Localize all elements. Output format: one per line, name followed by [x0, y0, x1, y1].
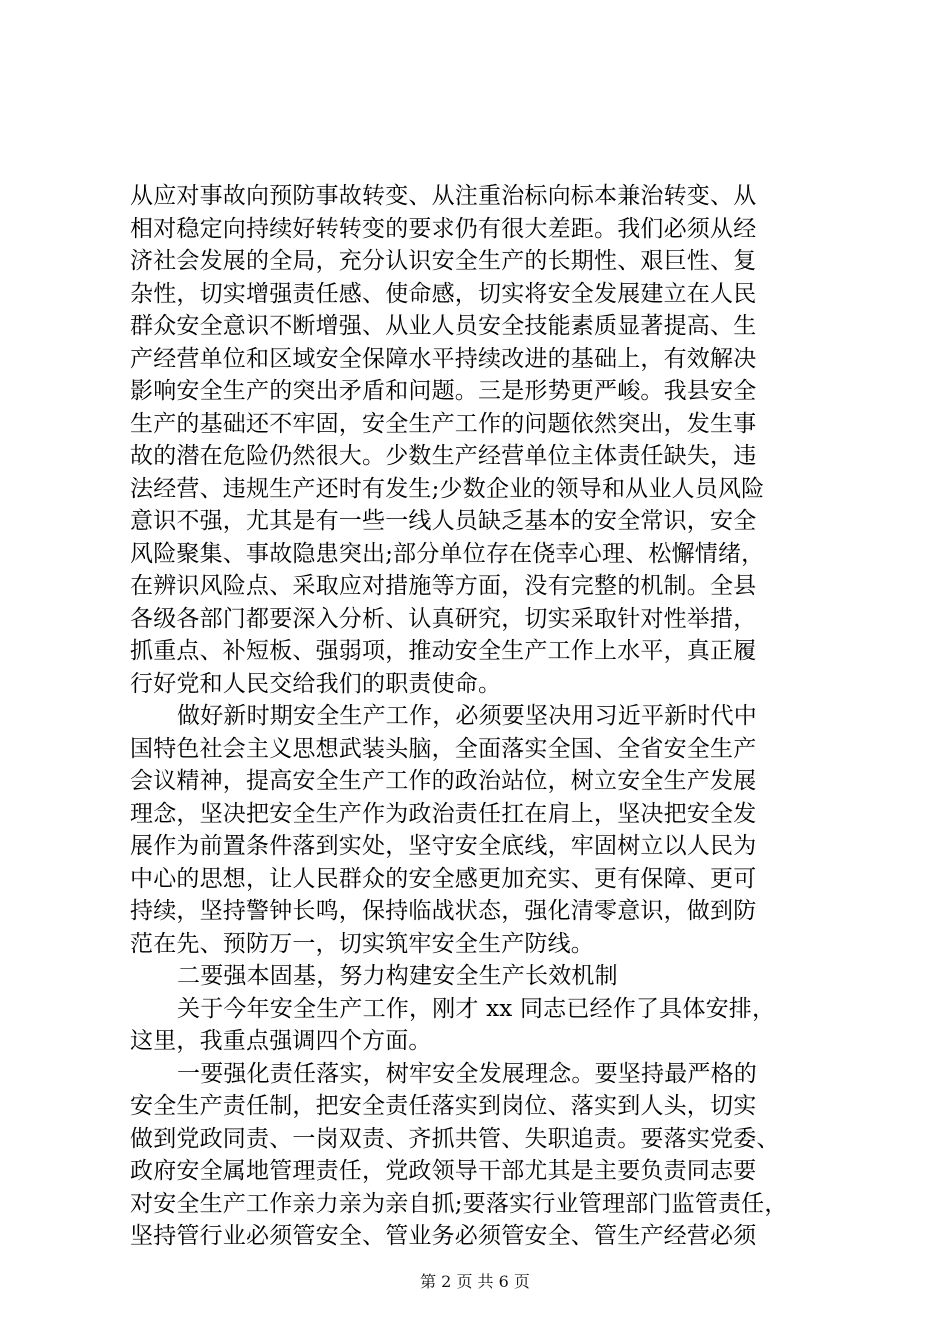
text-line: 中心的思想，让人民群众的安全感更加充实、更有保障、更可 — [130, 865, 757, 892]
paragraph-start-line: 关于今年安全生产工作，刚才 xx 同志已经作了具体安排， — [177, 995, 776, 1022]
text-line: 济社会发展的全局，充分认识安全生产的长期性、艰巨性、复 — [130, 248, 757, 274]
text-line: 相对稳定向持续好转转变的要求仍有很大差距。我们必须从经 — [130, 215, 757, 242]
paragraph-start-line: 做好新时期安全生产工作，必须要坚决用习近平新时代中 — [177, 703, 757, 729]
text-line: 群众安全意识不断增强、从业人员安全技能素质显著提高、生 — [130, 313, 757, 339]
paragraph-start-line: 一要强化责任落实，树牢安全发展理念。要坚持最严格的 — [177, 1060, 757, 1087]
text-line: 意识不强，尤其是有一些一线人员缺乏基本的安全常识，安全 — [130, 508, 757, 534]
text-line: 生产的基础还不牢固，安全生产工作的问题依然突出，发生事 — [130, 410, 757, 437]
text-line: 行好党和人民交给我们的职责使命。 — [130, 670, 502, 697]
text-line: 理念，坚决把安全生产作为政治责任扛在肩上，坚决把安全发 — [130, 800, 757, 827]
text-line: 国特色社会主义思想武装头脑，全面落实全国、全省安全生产 — [130, 735, 757, 762]
page-number-label: 第 2 页 共 6 页 — [420, 1272, 530, 1291]
text-line: 法经营、违规生产还时有发生;少数企业的领导和从业人员风险 — [130, 475, 765, 502]
text-line: 从应对事故向预防事故转变、从注重治标向标本兼治转变、从 — [130, 183, 757, 209]
text-line: 风险聚集、事故隐患突出;部分单位存在侥幸心理、松懈情绪， — [130, 540, 765, 567]
text-line: 展作为前置条件落到实处，坚守安全底线，牢固树立以人民为 — [130, 833, 757, 859]
text-line: 范在先、预防万一，切实筑牢安全生产防线。 — [130, 930, 594, 957]
text-line: 产经营单位和区域安全保障水平持续改进的基础上，有效解决 — [130, 345, 757, 372]
text-line: 这里，我重点强调四个方面。 — [130, 1028, 432, 1054]
text-line: 坚持管行业必须管安全、管业务必须管安全、管生产经营必须 — [130, 1223, 757, 1249]
text-line: 抓重点、补短板、强弱项，推动安全生产工作上水平，真正履 — [130, 638, 757, 664]
text-line: 对安全生产工作亲力亲为亲自抓;要落实行业管理部门监管责任， — [130, 1190, 788, 1217]
text-line: 安全生产责任制，把安全责任落实到岗位、落实到人头，切实 — [130, 1093, 757, 1119]
text-line: 会议精神，提高安全生产工作的政治站位，树立安全生产发展 — [130, 768, 757, 794]
page-footer — [0, 1272, 950, 1292]
text-line: 故的潜在危险仍然很大。少数生产经营单位主体责任缺失，违 — [130, 443, 757, 469]
text-line: 在辨识风险点、采取应对措施等方面，没有完整的机制。全县 — [130, 573, 757, 599]
text-line: 各级各部门都要深入分析、认真研究，切实采取针对性举措， — [130, 605, 757, 632]
document-body — [130, 180, 830, 1253]
section-heading: 二要强本固基，努力构建安全生产长效机制 — [177, 963, 618, 989]
text-line: 政府安全属地管理责任，党政领导干部尤其是主要负责同志要 — [130, 1158, 757, 1184]
text-line: 影响安全生产的突出矛盾和问题。三是形势更严峻。我县安全 — [130, 378, 757, 404]
text-line: 做到党政同责、一岗双责、齐抓共管、失职追责。要落实党委、 — [130, 1125, 780, 1152]
text-line: 持续，坚持警钟长鸣，保持临战状态，强化清零意识，做到防 — [130, 898, 757, 924]
text-line: 杂性，切实增强责任感、使命感，切实将安全发展建立在人民 — [130, 280, 757, 307]
